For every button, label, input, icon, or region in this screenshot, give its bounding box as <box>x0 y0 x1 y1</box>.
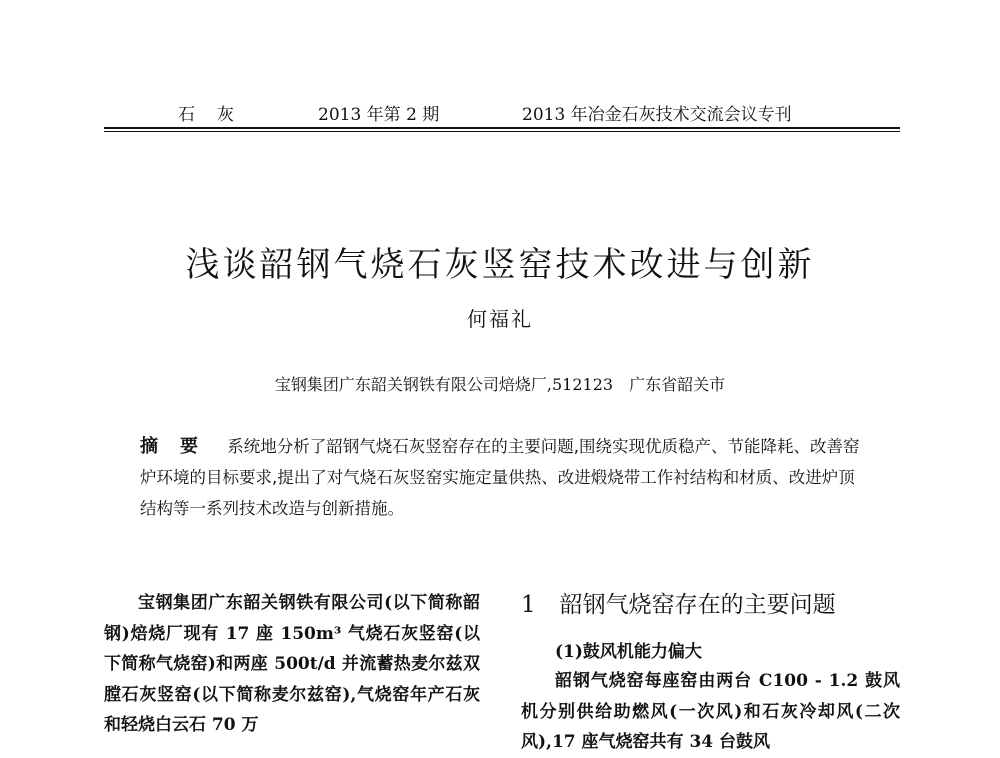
article-author: 何福礼 <box>467 307 533 331</box>
abstract <box>140 431 868 524</box>
journal-name: 石灰 <box>178 105 256 125</box>
issue-number: 2013 年第 2 期 <box>318 105 440 125</box>
special-issue-title: 2013 年冶金石灰技术交流会议专刊 <box>522 105 792 125</box>
author-affiliation: 宝钢集团广东韶关钢铁有限公司焙烧厂,512123 广东省韶关市 <box>274 375 726 394</box>
section-number: 1 <box>521 592 536 618</box>
article-title: 浅谈韶钢气烧石灰竖窑技术改进与创新 <box>185 244 815 285</box>
header-rule-thick <box>104 127 900 129</box>
header-rule-thin <box>104 131 900 132</box>
intro-paragraph: 宝钢集团广东韶关钢铁有限公司(以下简称韶钢)焙烧厂现有 17 座 150m³ 气烧石灰竖窑(以下简称气烧窑)和两座 500t/d 并流蓄热麦尔兹双膛石灰竖窑(以下简称麦尔兹窑),气烧窑年产石灰和轻烧白云石 70 万 <box>104 593 480 735</box>
section-title: 韶钢气烧窑存在的主要问题 <box>559 592 836 618</box>
abstract-label: 摘要 <box>140 436 220 457</box>
subsection-title: (1)鼓风机能力偏大 <box>555 642 702 662</box>
running-header <box>0 96 1000 126</box>
section-paragraph: 韶钢气烧窑每座窑由两台 C100 - 1.2 鼓风机分别供给助燃风(一次风)和石灰冷却风(二次风),17 座气烧窑共有 34 台鼓风 <box>521 671 900 752</box>
section-heading <box>521 586 836 619</box>
abstract-text: 系统地分析了韶钢气烧石灰竖窑存在的主要问题,围绕实现优质稳产、节能降耗、改善窑炉环境的目标要求,提出了对气烧石灰竖窑实施定量供热、改进煅烧带工作衬结构和材质、改进炉顶结构等一系列技术改造与创新措施。 <box>140 437 860 518</box>
